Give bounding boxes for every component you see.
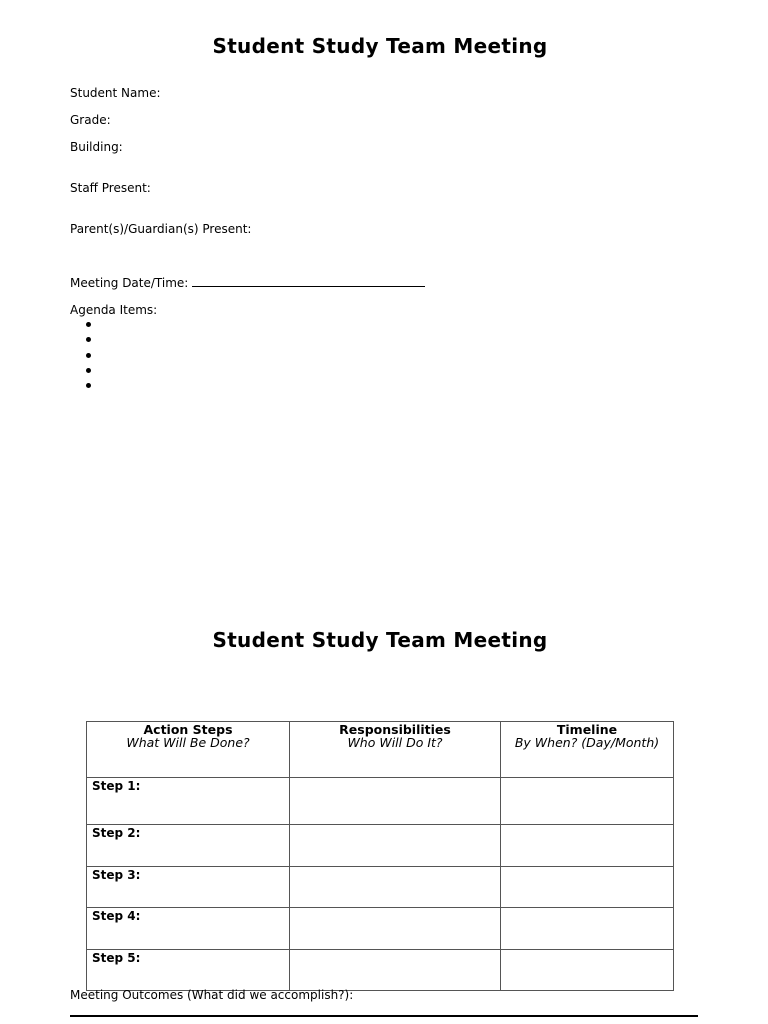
page-title-2: Student Study Team Meeting xyxy=(212,628,548,652)
staff-present-label: Staff Present: xyxy=(70,181,151,195)
table-row xyxy=(87,778,674,825)
meeting-datetime-row xyxy=(70,276,425,290)
header-sub: Who Will Do It? xyxy=(347,735,443,750)
header-main: Action Steps xyxy=(143,722,233,737)
bullet-icon xyxy=(86,383,91,388)
student-name-label: Student Name: xyxy=(70,86,161,100)
building-label: Building: xyxy=(70,140,123,154)
header-main: Timeline xyxy=(556,722,618,737)
bullet-icon xyxy=(86,337,91,342)
bullet-icon xyxy=(86,353,91,358)
meeting-outcomes-label: Meeting Outcomes (What did we accomplish?): xyxy=(70,988,354,1002)
table-header-row xyxy=(87,722,674,778)
responsibility-cell[interactable] xyxy=(290,949,501,991)
step-cell[interactable]: Step 5: xyxy=(87,949,290,991)
header-main: Responsibilities xyxy=(339,722,451,737)
header-timeline xyxy=(501,722,674,778)
responsibility-cell[interactable] xyxy=(290,866,501,908)
step-cell[interactable]: Step 4: xyxy=(87,908,290,950)
page-title: Student Study Team Meeting xyxy=(212,34,548,58)
action-plan-table xyxy=(86,721,674,991)
bullet-icon xyxy=(86,322,91,327)
header-sub: What Will Be Done? xyxy=(126,735,250,750)
header-action-steps xyxy=(87,722,290,778)
timeline-cell[interactable] xyxy=(501,908,674,950)
step-cell[interactable]: Step 1: xyxy=(87,778,290,825)
parents-present-label: Parent(s)/Guardian(s) Present: xyxy=(70,222,252,236)
timeline-cell[interactable] xyxy=(501,866,674,908)
timeline-cell[interactable] xyxy=(501,825,674,867)
step-cell[interactable]: Step 3: xyxy=(87,866,290,908)
timeline-cell[interactable] xyxy=(501,949,674,991)
responsibility-cell[interactable] xyxy=(290,908,501,950)
responsibility-cell[interactable] xyxy=(290,778,501,825)
responsibility-cell[interactable] xyxy=(290,825,501,867)
bullet-icon xyxy=(86,368,91,373)
header-responsibilities xyxy=(290,722,501,778)
timeline-cell[interactable] xyxy=(501,778,674,825)
outcomes-answer-line[interactable] xyxy=(70,1015,698,1017)
meeting-datetime-label: Meeting Date/Time: xyxy=(70,276,189,290)
header-sub: By When? (Day/Month) xyxy=(514,735,660,750)
table-row xyxy=(87,866,674,908)
grade-label: Grade: xyxy=(70,113,111,127)
step-cell[interactable]: Step 2: xyxy=(87,825,290,867)
meeting-datetime-blank[interactable] xyxy=(192,276,425,287)
table-row xyxy=(87,825,674,867)
table-row xyxy=(87,908,674,950)
agenda-items-label: Agenda Items: xyxy=(70,303,158,317)
table-row xyxy=(87,949,674,991)
